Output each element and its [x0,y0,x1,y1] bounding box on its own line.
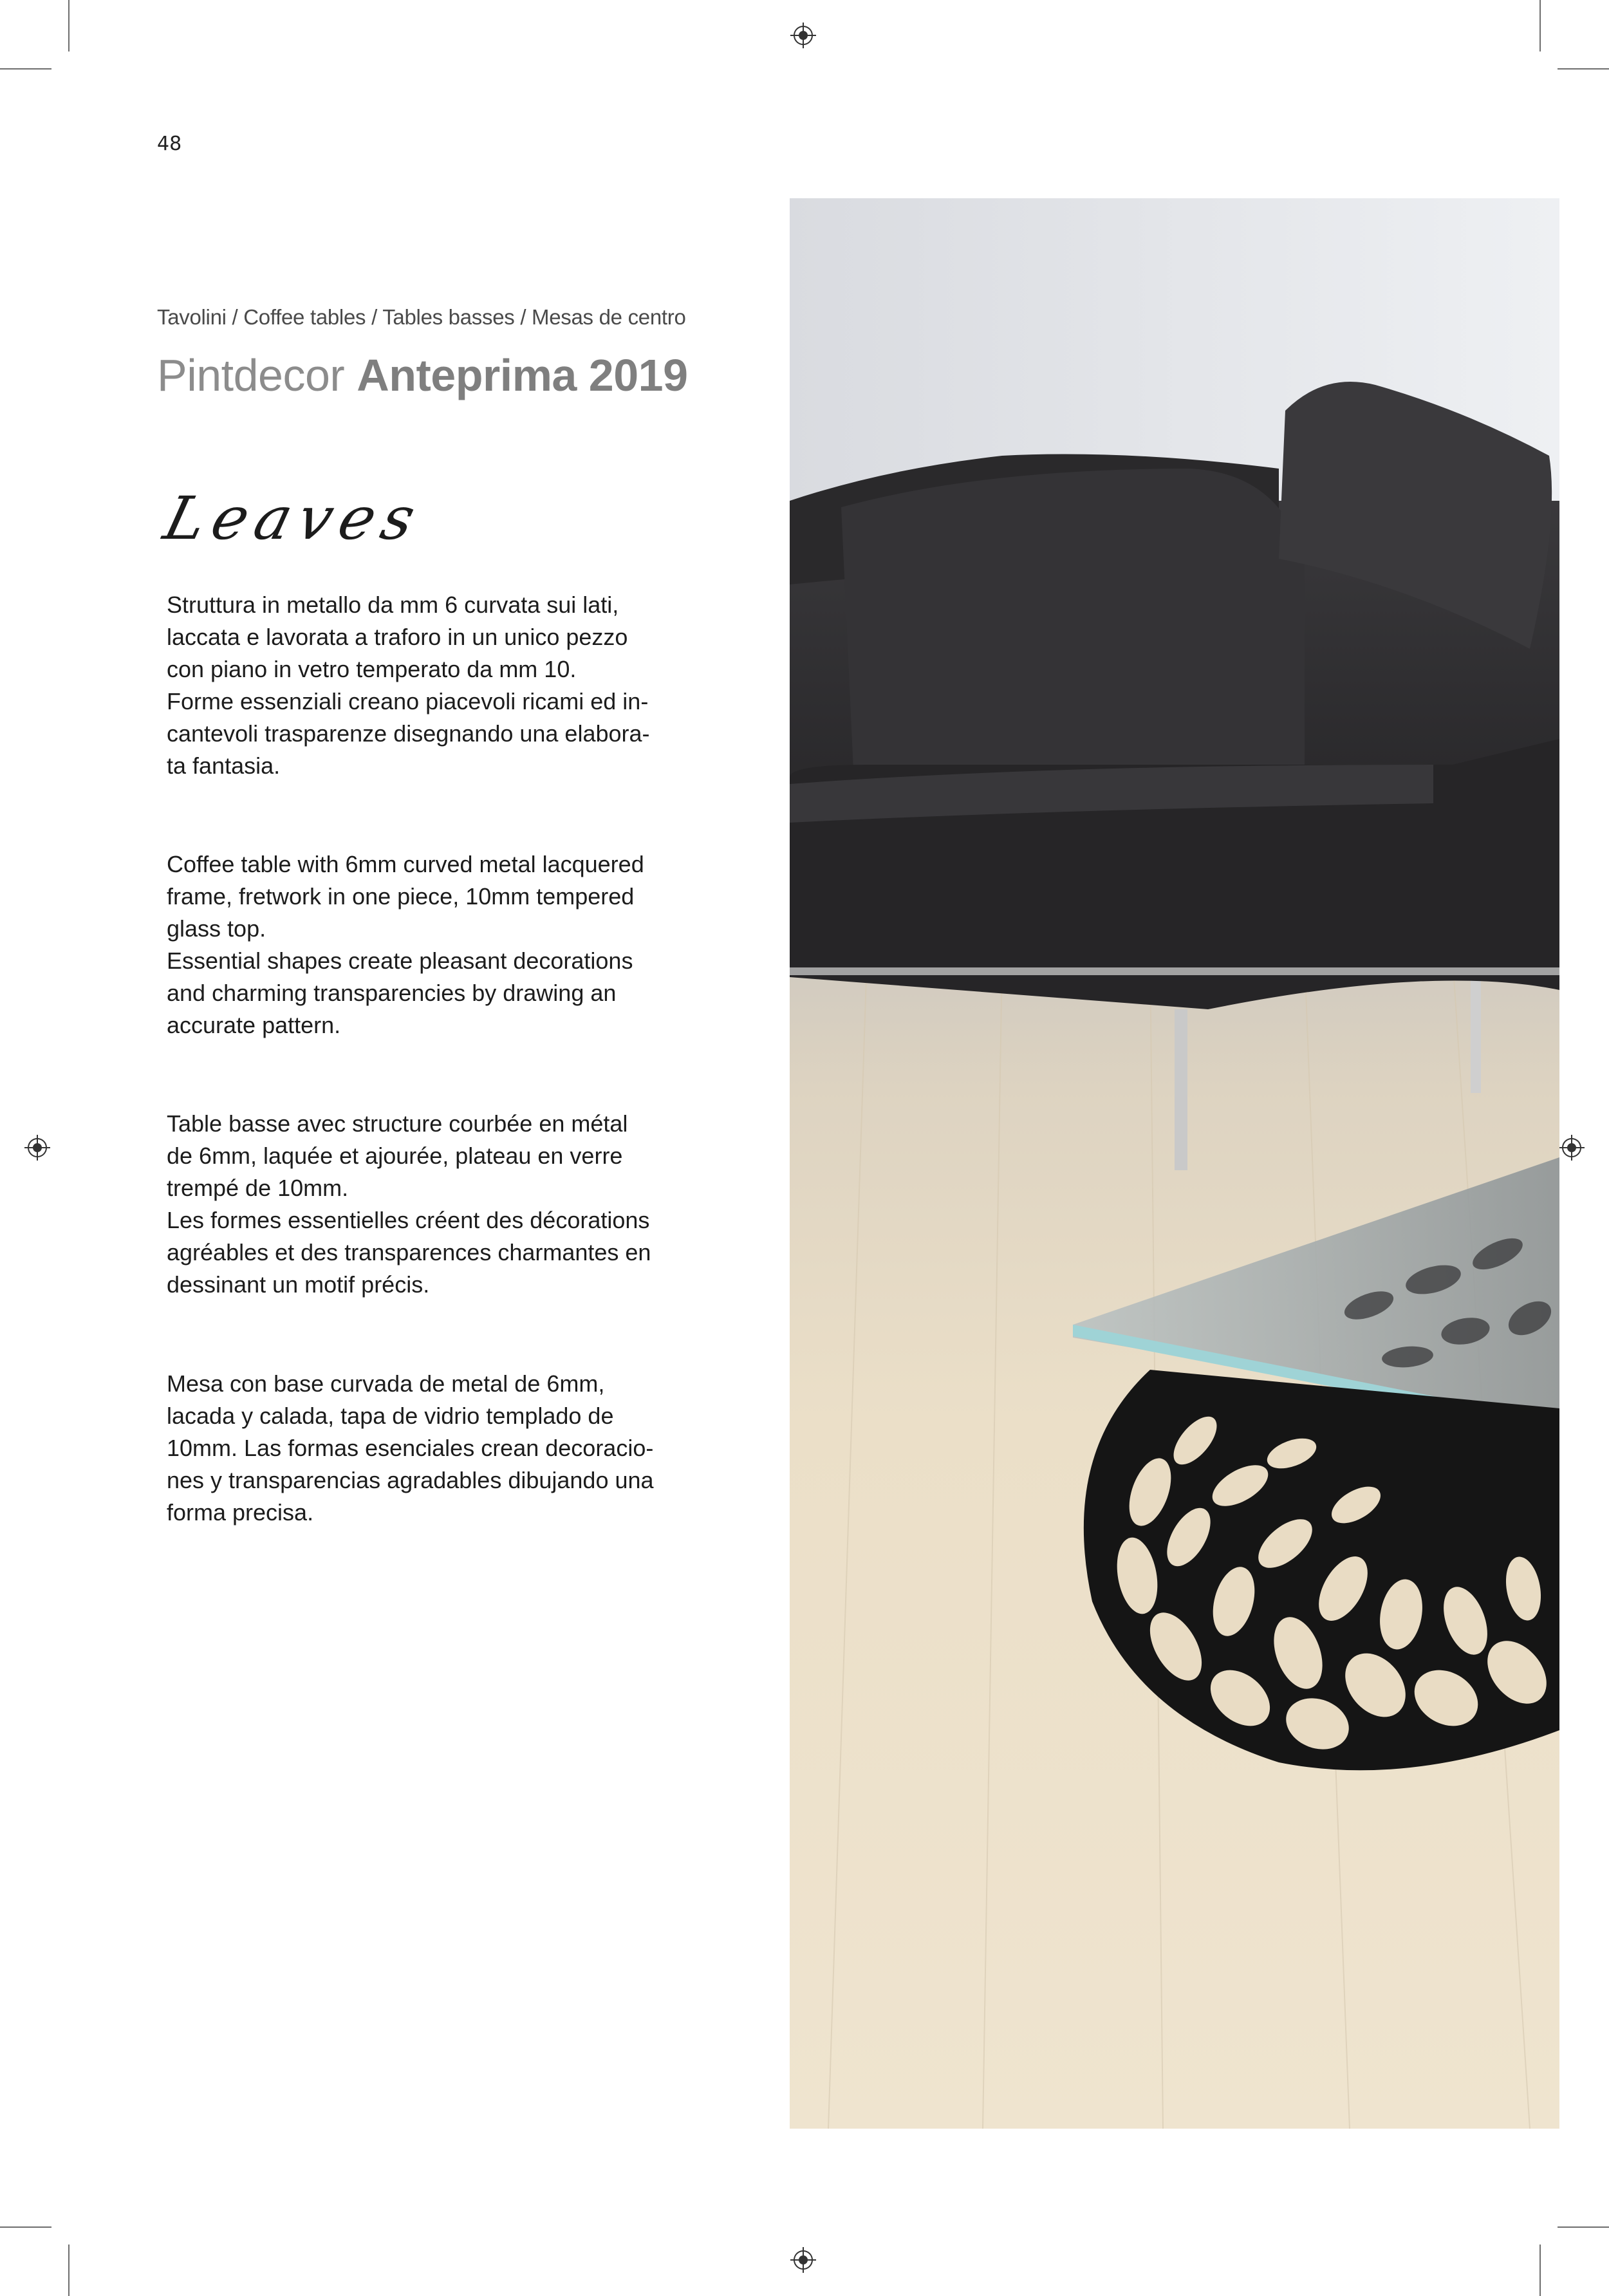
text-line: accurate pattern. [167,1012,341,1038]
sofa-leg [1175,1009,1187,1170]
crop-mark [68,2245,70,2296]
product-name: Leaves [157,484,430,553]
product-photo [790,198,1559,2129]
category-heading: Tavolini / Coffee tables / Tables basses / Mesas de centro [157,305,686,329]
text-line: de 6mm, laquée et ajourée, plateau en verre [167,1143,623,1169]
text-line: Table basse avec structure courbée en métal [167,1110,628,1137]
text-line: lacada y calada, tapa de vidrio templado de [167,1403,614,1429]
text-line: Coffee table with 6mm curved metal lacquered [167,851,644,877]
text-line: nes y transparencias agradables dibujando una [167,1467,654,1493]
text-line: Forme essenziali creano piacevoli ricami ed in- [167,688,649,714]
crop-mark [1558,2226,1609,2228]
crop-mark [0,2226,51,2228]
text-line: frame, fretwork in one piece, 10mm tempered [167,883,635,910]
product-photo-illustration [790,198,1559,2129]
text-line: cantevoli trasparenze disegnando una elabora- [167,720,650,747]
text-line: 10mm. Las formas esenciales crean decoracio- [167,1435,654,1461]
text-line: dessinant un motif précis. [167,1271,430,1298]
description-es [167,1368,700,1529]
description-en [167,848,700,1041]
text-line: forma precisa. [167,1499,314,1526]
page-number: 48 [157,133,182,155]
text-line: agréables et des transparences charmantes en [167,1239,651,1265]
sofa-leg [1471,964,1481,1093]
text-line: glass top. [167,915,266,942]
crop-mark [1539,2245,1541,2296]
registration-mark-icon [1559,1135,1585,1161]
registration-mark-icon [24,1135,50,1161]
text-line: Mesa con base curvada de metal de 6mm, [167,1370,605,1397]
text-line: Les formes essentielles créent des décorations [167,1207,650,1233]
registration-mark-icon [790,2247,816,2273]
description-fr [167,1108,700,1301]
text-line: ta fantasia. [167,752,281,779]
crop-mark [68,0,70,51]
collection-name: Anteprima 2019 [357,350,688,400]
brand-name: Pintdecor [157,350,345,400]
text-line: trempé de 10mm. [167,1175,349,1201]
page-title [157,350,688,401]
text-line: laccata e lavorata a traforo in un unico pezzo [167,624,628,650]
sofa-cushion [841,469,1305,784]
crop-mark [1558,68,1609,70]
text-line: con piano in vetro temperato da mm 10. [167,656,577,682]
text-line: and charming transparencies by drawing an [167,980,617,1006]
registration-mark-icon [790,23,816,48]
text-line: Essential shapes create pleasant decorations [167,947,633,974]
crop-mark [1539,0,1541,51]
sofa-frame [790,967,1559,975]
text-line: Struttura in metallo da mm 6 curvata sui lati, [167,592,619,618]
description-it [167,589,700,782]
crop-mark [0,68,51,70]
